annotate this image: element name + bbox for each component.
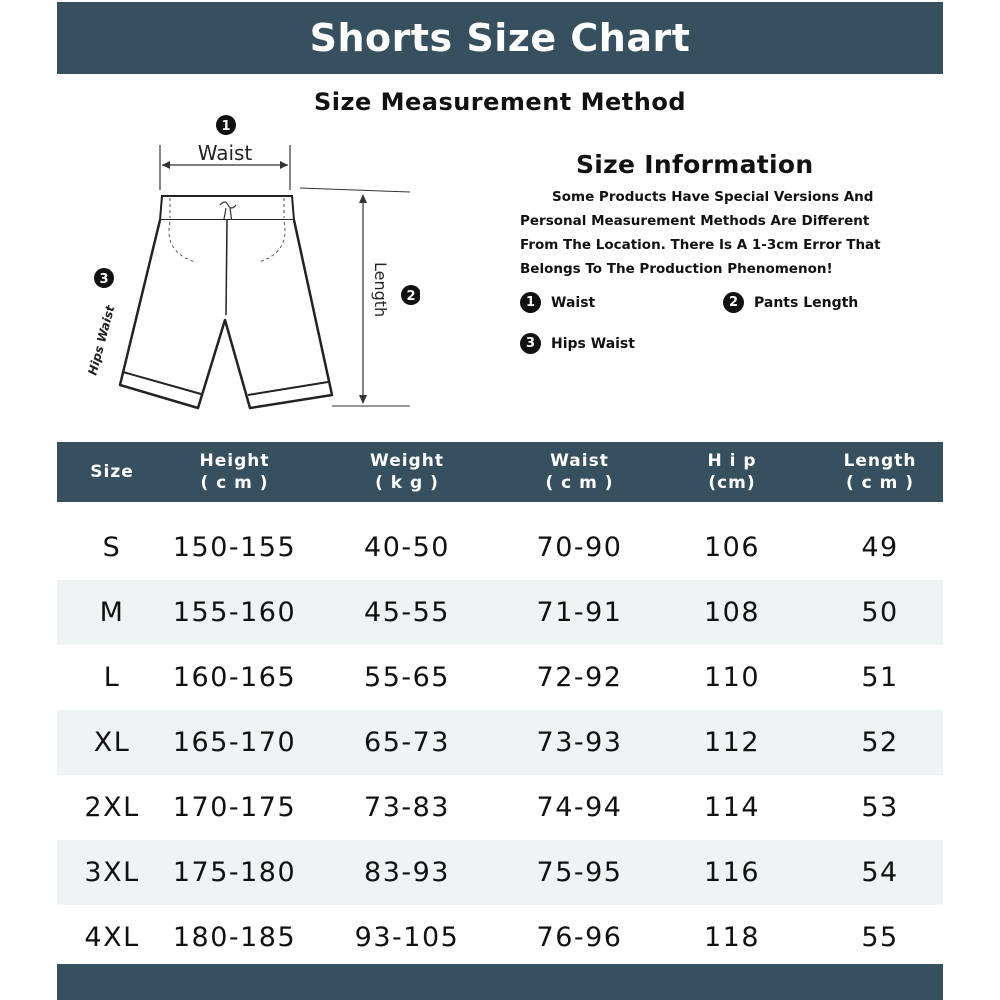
cell-size: 4XL (84, 922, 140, 953)
header-length: Length ( c m ) (843, 451, 917, 493)
cell-weight: 55-65 (364, 662, 450, 693)
table-row (57, 645, 943, 710)
cell-weight: 73-83 (364, 792, 450, 823)
cell-size: XL (93, 727, 131, 758)
header-height: Height ( c m ) (199, 451, 270, 493)
marker-2-text: 2 (406, 289, 416, 304)
table-row (57, 515, 943, 580)
number-3-icon: 3 (520, 333, 541, 354)
page-title: Shorts Size Chart (309, 16, 691, 60)
cell-waist: 72-92 (536, 662, 623, 693)
cell-hip: 118 (703, 922, 761, 953)
cell-weight: 65-73 (364, 727, 450, 758)
number-1-icon: 1 (520, 292, 541, 313)
cell-waist: 75-95 (536, 857, 623, 888)
info-line: Some Products Have Special Versions And (552, 189, 874, 205)
info-description (520, 185, 900, 281)
cell-height: 155-160 (172, 597, 297, 628)
method-title: Size Measurement Method (313, 88, 687, 116)
header-hip: H i p (cm) (707, 451, 757, 493)
cell-waist: 74-94 (536, 792, 623, 823)
cell-size: S (102, 532, 122, 563)
cell-waist: 70-90 (536, 532, 623, 563)
cell-length: 51 (861, 662, 899, 693)
cell-size: 2XL (84, 792, 140, 823)
title-banner (57, 2, 943, 74)
legend-label: Pants Length (754, 294, 859, 311)
cell-hip: 114 (703, 792, 761, 823)
cell-waist: 73-93 (536, 727, 623, 758)
cell-height: 175-180 (172, 857, 297, 888)
number-2-icon: 2 (723, 292, 744, 313)
length-label: Length (371, 262, 390, 318)
cell-length: 53 (861, 792, 899, 823)
cell-size: M (99, 597, 125, 628)
cell-hip: 106 (703, 532, 761, 563)
shorts-drawing (70, 110, 420, 430)
table-row (57, 775, 943, 840)
header-size: Size (90, 462, 134, 482)
table-row (57, 905, 943, 970)
legend-waist (520, 292, 595, 313)
cell-size: 3XL (84, 857, 140, 888)
cell-length: 52 (861, 727, 899, 758)
cell-weight: 93-105 (354, 922, 460, 953)
cell-hip: 116 (703, 857, 761, 888)
legend-label: Hips Waist (551, 335, 635, 352)
table-row (57, 580, 943, 645)
table-header (57, 442, 943, 502)
size-information (520, 150, 900, 281)
cell-weight: 40-50 (364, 532, 450, 563)
cell-hip: 110 (703, 662, 761, 693)
header-waist: Waist ( c m ) (545, 451, 614, 493)
cell-length: 54 (861, 857, 899, 888)
cell-height: 165-170 (172, 727, 297, 758)
cell-height: 150-155 (172, 532, 297, 563)
cell-height: 160-165 (172, 662, 297, 693)
size-table (57, 442, 943, 970)
cell-waist: 71-91 (536, 597, 623, 628)
legend-pants-length (723, 292, 858, 313)
header-weight: Weight ( k g ) (370, 451, 444, 493)
cell-length: 55 (861, 922, 899, 953)
cell-hip: 108 (703, 597, 761, 628)
cell-waist: 76-96 (536, 922, 623, 953)
cell-size: L (103, 662, 121, 693)
cell-length: 49 (861, 532, 899, 563)
marker-1-text: 1 (221, 119, 231, 134)
cell-weight: 83-93 (364, 857, 450, 888)
legend-hips-waist (520, 333, 635, 354)
cell-height: 180-185 (172, 922, 297, 953)
cell-height: 170-175 (172, 792, 297, 823)
cell-weight: 45-55 (364, 597, 450, 628)
info-line: Personal Measurement Methods Are Different (520, 213, 870, 229)
shorts-diagram (70, 110, 420, 430)
cell-length: 50 (861, 597, 899, 628)
cell-hip: 112 (703, 727, 761, 758)
footer-banner (57, 964, 943, 1000)
table-row (57, 840, 943, 905)
info-line: From The Location. There Is A 1-3cm Error That (520, 237, 881, 253)
info-title: Size Information (576, 150, 814, 179)
marker-3-text: 3 (99, 272, 109, 287)
info-line: Belongs To The Production Phenomenon! (520, 261, 833, 277)
hips-label: Hips Waist (85, 304, 118, 377)
table-row (57, 710, 943, 775)
waist-label: Waist (197, 141, 253, 165)
legend-label: Waist (551, 294, 596, 311)
